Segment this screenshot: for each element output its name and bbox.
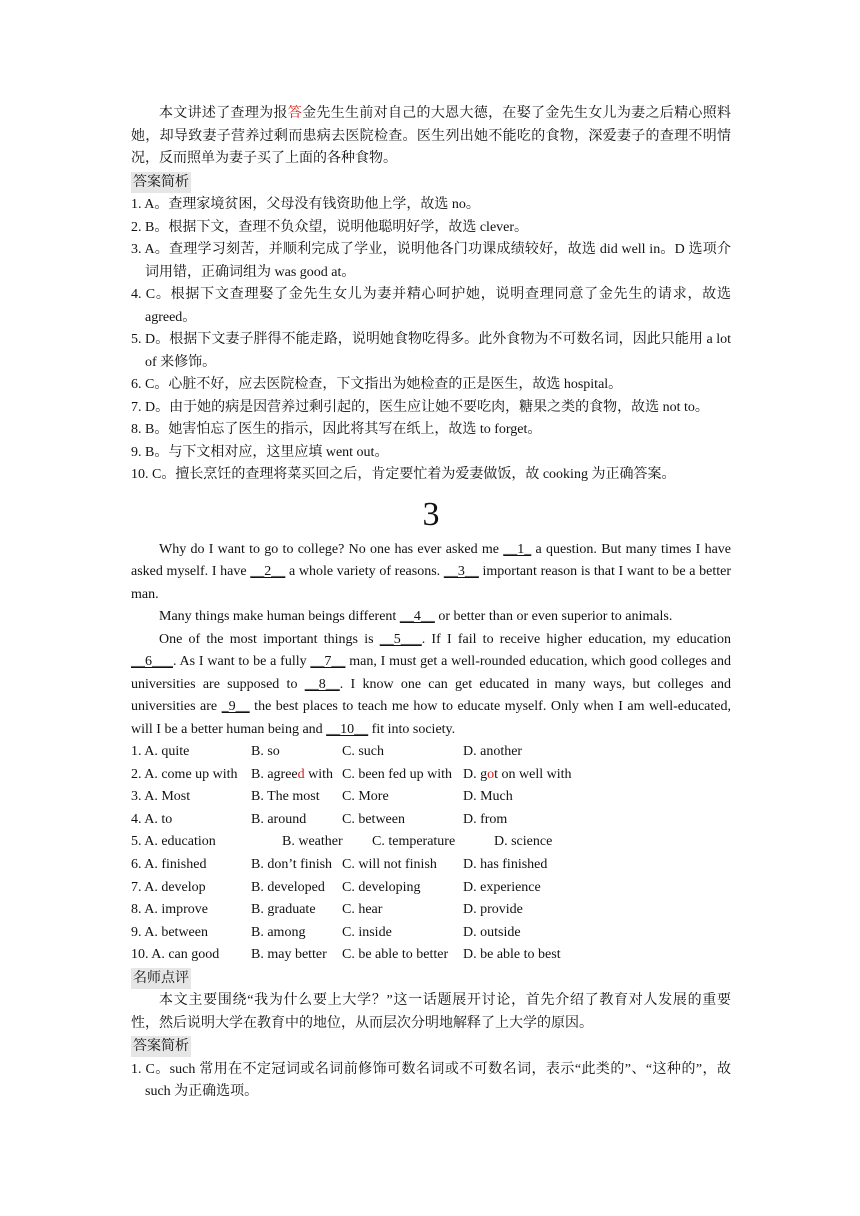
blank-5: __5___ — [379, 631, 422, 647]
blank-3: __3__ — [443, 564, 479, 579]
blank-6: __6___ — [131, 654, 173, 669]
section-label-answers: 答案简析 — [131, 172, 191, 193]
answer-item: 10. C。擅长烹饪的查理将菜买回之后，肯定要忙着为爱妻做饭，故 cooking 为正确答案。 — [131, 467, 676, 482]
option-row: 8. A. improve B. graduate C. hear D. provide — [131, 902, 523, 918]
option-row: 7. A. develop B. developed C. developing D. experience — [131, 879, 541, 895]
blank-9: _9__ — [221, 699, 250, 714]
blank-8: __8__ — [304, 676, 340, 692]
passage-paragraph-2: Many things make human beings different __4__ or better than or even superior to animals. — [159, 609, 673, 624]
option-row: 6. A. finished B. don’t finish C. will not finish D. has finished — [131, 856, 548, 872]
option-row: 3. A. Most B. The most C. More D. Much — [131, 789, 513, 805]
option-row: 1. A. quite B. so C. such D. another — [131, 744, 523, 759]
answer-item: 4. C。根据下文查理娶了金先生女儿为妻并精心呵护她，说明查理同意了金先生的请求，故选 agreed。 — [131, 287, 731, 325]
blank-4: __4__ — [399, 609, 435, 624]
page-content — [131, 103, 731, 1104]
summary-red-char: 答 — [287, 106, 303, 121]
section-number: 3 — [422, 495, 440, 533]
option-row: 4. A. to B. around C. between D. from — [131, 811, 508, 827]
answer-item: 2. B。根据下文，查理不负众望，说明他聪明好学，故选 clever。 — [131, 219, 529, 235]
answer-item: 1. A。查理家境贫困，父母没有钱资助他上学，故选 no。 — [131, 197, 480, 212]
passage-paragraph-1: Why do I want to go to college? No one has ever asked me __1_ a question. But many times I have asked myself. I have __2__ a whole variety of reasons. __3__ important reason is that I want to be a better man. — [131, 541, 731, 602]
answer-item: 9. B。与下文相对应，这里应填 went out。 — [131, 444, 389, 460]
summary-text: 本文讲述了查理为报 — [159, 106, 288, 121]
answer-item: 1. C。such 常用在不定冠词或名词前修饰可数名词或不可数名词，表示“此类的”、“这种的”，故 such 为正确选项。 — [131, 1061, 731, 1100]
option-row: 9. A. between B. among C. inside D. outside — [131, 924, 521, 940]
answer-item: 5. D。根据下文妻子胖得不能走路，说明她食物吃得多。此外食物为不可数名词，因此只能用 a lot of 来修饰。 — [131, 332, 731, 370]
answer-item: 6. C。心脏不好，应去医院检查，下文指出为她检查的正是医生，故选 hospital。 — [131, 377, 623, 392]
option-row: 10. A. can good B. may better C. be able to better D. be able to best — [131, 947, 561, 963]
blank-10: __10__ — [326, 721, 369, 737]
answer-item: 3. A。查理学习刻苦，并顺利完成了学业，说明他各门功课成绩较好，故选 did well in。D 选项介词用错，正确词组为 was good at。 — [131, 242, 731, 280]
answer-item: 8. B。她害怕忘了医生的指示，因此将其写在纸上，故选 to forget。 — [131, 422, 542, 437]
options-list — [131, 741, 731, 967]
summary-text-rest: 金先生生前对自己的大恩大德，在娶了金先生女儿为妻之后精心照料她，却导致妻子营养过剩而患病去医院检查。医生列出她不能吃的食物，深爱妻子的查理不明情况，反而照单为妻子买了上面的各种食物。 — [131, 106, 732, 166]
comment-paragraph: 本文主要围绕“我为什么要上大学？”这一话题展开讨论，首先介绍了教育对人发展的重要性，然后说明大学在教育中的地位，从而层次分明地解释了上大学的原因。 — [131, 993, 731, 1031]
blank-7: __7__ — [310, 654, 346, 669]
blank-1: __1_ — [503, 541, 532, 557]
passage-paragraph-3: One of the most important things is __5___. If I fail to receive higher education, my education __6___. As I want to be a fully __7__ man, I must get a well-rounded education, which good colleges and universities are supposed to __8__. I know one can get educated in many ways, but colleges and universities are _9__ the best places to teach me how to educate myself. Only when I am well-educated, will I be a better human being and __10__ fit into society. — [131, 631, 732, 737]
option-row: 2. A. come up with B. agreed with C. been fed up with D. got on well with — [131, 766, 572, 782]
section-label-answers-2: 答案简析 — [131, 1036, 191, 1057]
section-label-comment: 名师点评 — [131, 968, 191, 989]
answer-item: 7. D。由于她的病是因营养过剩引起的，医生应让她不要吃肉，糖果之类的食物，故选 not to。 — [131, 399, 709, 415]
blank-2: __2__ — [250, 564, 286, 579]
option-row: 5. A. education B. weather C. temperature D. science — [131, 834, 553, 850]
summary-paragraph — [131, 103, 731, 171]
